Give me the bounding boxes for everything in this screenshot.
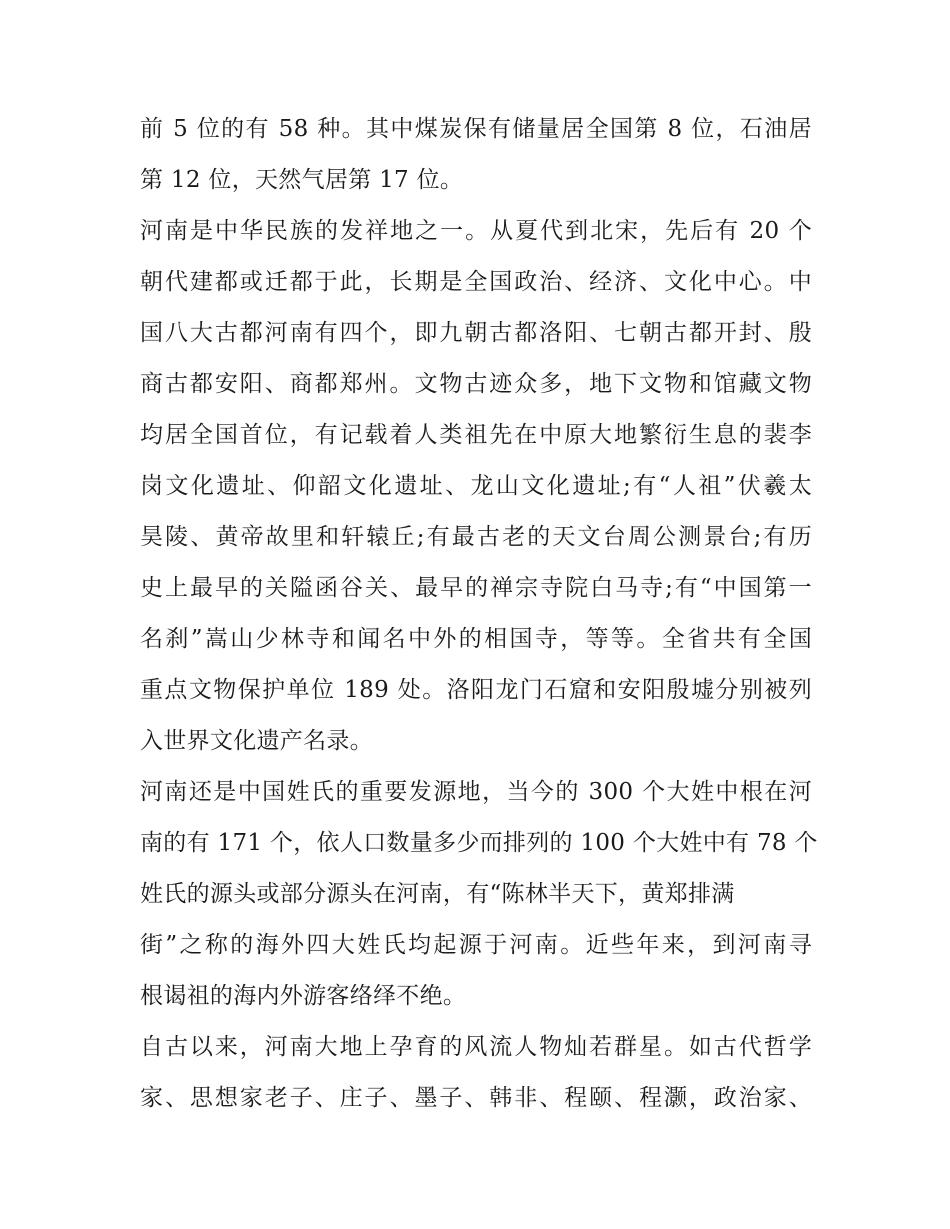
paragraph-figures: [140, 1022, 812, 1124]
text-line: 街”之称的海外四大姓氏均起源于河南。近些年来，到河南寻: [140, 932, 812, 958]
text-line: 国八大古都河南有四个，即九朝古都洛阳、七朝古都开封、殷: [140, 320, 812, 346]
text-line: 南的有 171 个，依人口数量多少而排列的 100 个大姓中有 78 个: [140, 830, 818, 856]
paragraph-resources: [140, 104, 812, 206]
text-line: 河南还是中国姓氏的重要发源地，当今的 300 个大姓中根在河: [140, 779, 812, 805]
text-line: 史上最早的关隘函谷关、最早的禅宗寺院白马寺;有“中国第一: [140, 575, 812, 601]
paragraph-surnames: [140, 767, 818, 1022]
text-line: 姓氏的源头或部分源头在河南，有“陈林半天下，黄郑排满: [140, 881, 735, 907]
text-line: 第 12 位，天然气居第 17 位。: [140, 167, 464, 193]
document-body: [140, 104, 818, 1124]
text-line: 入世界文化遗产名录。: [140, 728, 373, 754]
text-line: 河南是中华民族的发祥地之一。从夏代到北宋，先后有 20 个: [140, 218, 812, 244]
text-line: 根谒祖的海内外游客络绎不绝。: [140, 983, 467, 1009]
text-line: 均居全国首位，有记载着人类祖先在中原大地繁衍生息的裴李: [140, 422, 812, 448]
text-line: 家、思想家老子、庄子、墨子、韩非、程颐、程灏，政治家、: [140, 1085, 812, 1111]
text-line: 前 5 位的有 58 种。其中煤炭保有储量居全国第 8 位，石油居: [140, 116, 812, 142]
text-line: 名刹”嵩山少林寺和闻名中外的相国寺，等等。全省共有全国: [140, 626, 812, 652]
text-line: 昊陵、黄帝故里和轩辕丘;有最古老的天文台周公测景台;有历: [140, 524, 812, 550]
text-line: 岗文化遗址、仰韶文化遗址、龙山文化遗址;有“人祖”伏羲太: [140, 473, 812, 499]
text-line: 商古都安阳、商都郑州。文物古迹众多，地下文物和馆藏文物: [140, 371, 812, 397]
text-line: 重点文物保护单位 189 处。洛阳龙门石窟和安阳殷墟分别被列: [140, 677, 812, 703]
paragraph-history: [140, 206, 812, 767]
text-line: 自古以来，河南大地上孕育的风流人物灿若群星。如古代哲学: [140, 1034, 812, 1060]
text-line: 朝代建都或迁都于此，长期是全国政治、经济、文化中心。中: [140, 269, 812, 295]
